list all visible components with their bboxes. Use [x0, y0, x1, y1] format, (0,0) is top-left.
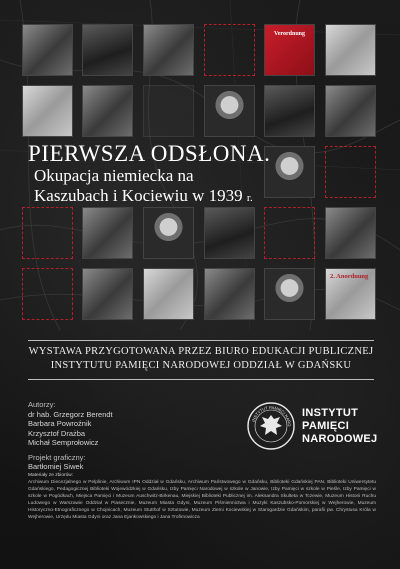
- author-name: Michał Semprołowicz: [28, 438, 99, 447]
- sources-text: Archiwum Diecezjalnego w Pelplinie, Archiwum IPN Oddział w Gdańsku, Archiwum Państwowego w Gdańsku, Biblioteki Gdańskiej PAN, Biblioteki Uniwersytetu Gdańskiego, Pedagogicznej Biblioteki Wojewódzkiej w Gdańsku, Izby Pamięci Narodowej w szkole w Janowie, Izby Pamięci w szkole w Pieśle, Izby Pamięci w szkole w Pogódkach, Miejsca Pamięci i Muzeum Auschwitz-Birkenau, Miejskiej Biblioteki Publicznej im. Aleksandra Skulteta w Tczewie, Muzeum Historii Ruchu Ludowego w Warszawie Oddział w Piasecznie, Muzeum Miasta Gdyni, Muzeum Piśmiennictwa i Muzyki Kaszubsko-Pomorskiej w Wejherowie, Muzeum Historyczno-Etnograficznego w Chojnicach, Muzeum Stutthof w Sztutowie, Muzeum Ziemi Kociewskiej w Starogardzie Gdańskim, parafii pw. Chrystusa Króla w Wejherowie, Urzędu Miasta Gdyni oraz Jana Ejankowskiego i Jana Trofimowicza: [28, 480, 376, 520]
- author-name: Krzysztof Drażba: [28, 428, 86, 438]
- subtitle-line-1: WYSTAWA PRZYGOTOWANA PRZEZ BIURO EDUKACJI PUBLICZNEJ: [28, 346, 374, 357]
- ipn-name-line-2: PAMIĘCI: [302, 420, 350, 432]
- divider: [28, 340, 374, 341]
- archival-photo: [82, 85, 133, 137]
- archival-photo: [325, 207, 376, 259]
- title-line-3-suffix: r.: [246, 192, 253, 204]
- ipn-logo: [246, 401, 386, 453]
- archival-photo: [82, 207, 133, 259]
- sources-label: Materiały ze zbiorów:: [28, 473, 74, 478]
- empty-frame: [22, 268, 73, 320]
- authors-label: Autorzy:: [28, 400, 56, 409]
- exhibition-title: [28, 142, 290, 212]
- design-label: Projekt graficzny:: [28, 452, 86, 462]
- ipn-name: [302, 407, 377, 446]
- portrait-photo: [204, 85, 255, 137]
- archival-photo: [143, 268, 194, 320]
- title-line-2: Okupacja niemiecka na: [34, 166, 194, 185]
- archival-document: [325, 268, 376, 320]
- seal-text: INSTYTUT PAMIĘCI NARO: [250, 404, 293, 427]
- exhibition-subtitle: [28, 345, 374, 373]
- archival-photo: [22, 85, 73, 137]
- ipn-name-line-1: INSTYTUT: [302, 407, 359, 419]
- archival-photo: [204, 207, 255, 259]
- archival-photo: [325, 24, 376, 76]
- author-name: dr hab. Grzegorz Berendt: [28, 409, 113, 419]
- archival-photo: [82, 24, 133, 76]
- document-heading: Verordnung: [273, 31, 305, 37]
- document-heading: 2. Anordnung: [330, 273, 369, 280]
- ipn-name-line-3: NARODOWEJ: [302, 433, 378, 445]
- title-line-3-main: Kaszubach i Kociewiu w 1939: [34, 186, 243, 205]
- divider: [28, 379, 374, 380]
- empty-frame: [143, 85, 194, 137]
- empty-frame: [264, 207, 315, 259]
- portrait-photo: [264, 268, 315, 320]
- subtitle-line-2: INSTYTUTU PAMIĘCI NARODOWEJ ODDZIAŁ W GDAŃSKU: [50, 360, 352, 371]
- empty-frame: [325, 146, 376, 198]
- sources: [28, 472, 376, 521]
- archival-photo: [204, 268, 255, 320]
- empty-frame: [204, 24, 255, 76]
- empty-frame: [22, 207, 73, 259]
- title-line-3: [34, 186, 290, 208]
- eagle-seal-icon: [246, 401, 296, 451]
- archival-photo: [264, 85, 315, 137]
- portrait-photo: [143, 207, 194, 259]
- archival-document: [264, 24, 315, 76]
- credits: [28, 400, 228, 472]
- designer-name: Bartłomiej Siwek: [28, 462, 84, 471]
- archival-photo: [22, 24, 73, 76]
- archival-photo: [143, 24, 194, 76]
- archival-photo: [82, 268, 133, 320]
- title-line-1: PIERWSZA ODSŁONA.: [28, 141, 271, 166]
- author-name: Barbara Powroźnik: [28, 419, 92, 428]
- archival-photo: [325, 85, 376, 137]
